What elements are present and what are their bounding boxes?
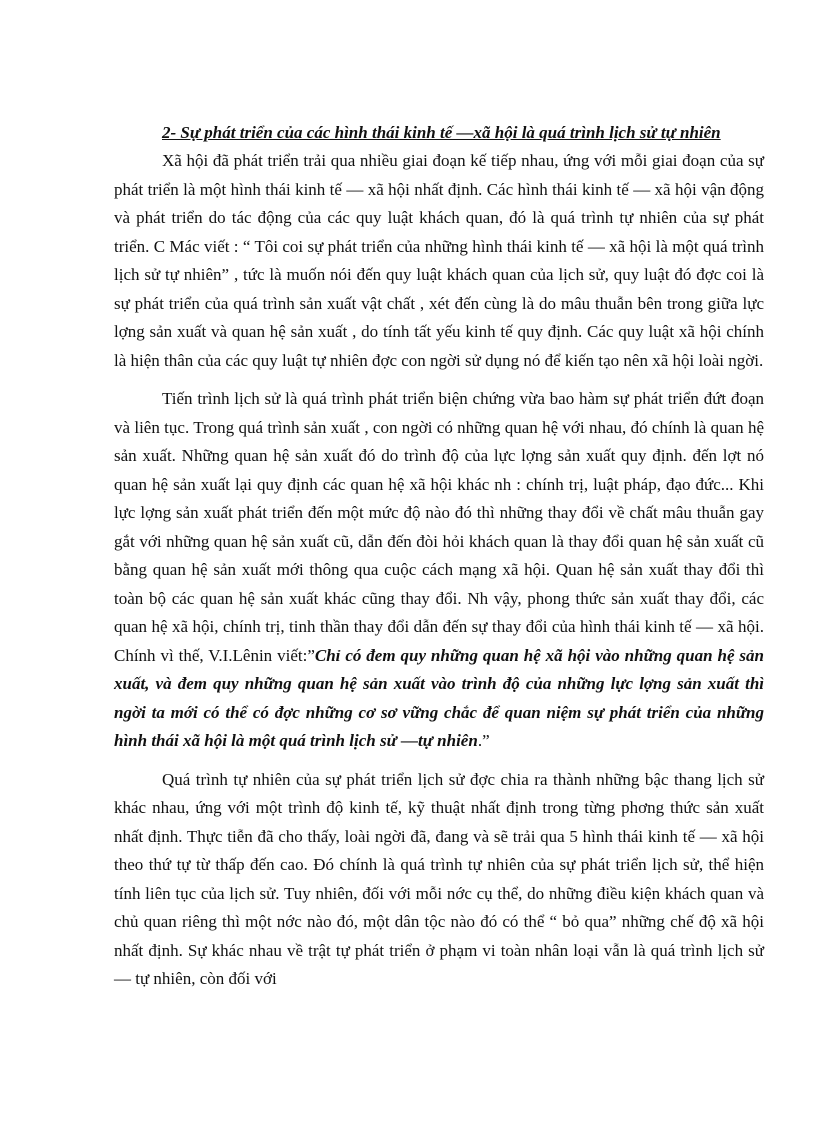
document-page	[114, 118, 764, 1004]
paragraph-2	[114, 385, 764, 756]
quote-closing-mark: .”	[477, 731, 490, 750]
paragraph-1: Xã hội đã phát triển trải qua nhiều giai đoạn kế tiếp nhau, ứng với mỗi giai đoạn của sự phát triển là một hình thái kinh tế — xã hội nhất định. Các hình thái kinh tế — xã hội vận động và phát triển do tác động của các quy luật khách quan, đó là quá trình tự nhiên của sự phát triển. C Mác viết : “ Tôi coi sự phát triển của những hình thái kinh tế — xã hội là một quá trình lịch sử tự nhiên” , tức là muốn nói đến quy luật khách quan của lịch sử, quy luật đó đợc coi là sự phát triển của quá trình sản xuất vật chất , xét đến cùng là do mâu thuẫn bên trong giữa lực lợng sản xuất và quan hệ sản xuất , do tính tất yếu kinh tế quy định. Các quy luật xã hội chính là hiện thân của các quy luật tự nhiên đợc con ngời sử dụng nó để kiến tạo nên xã hội loài ngời.	[114, 151, 764, 370]
lenin-quote: Chỉ có đem quy những quan hệ xã hội vào những quan hệ sản xuất, và đem quy những quan hệ sản xuất vào trình độ của những lực lợng sản xuất thì ngời ta mới có thể có đợc những cơ sơ vững chắc để quan niệm sự phát triển của những hình thái xã hội là một quá trình lịch sử —tự nhiên	[114, 645, 764, 750]
paragraph-2-text: Tiến trình lịch sử là quá trình phát triển biện chứng vừa bao hàm sự phát triển đứt đoạn và liên tục. Trong quá trình sản xuất , con ngời có những quan hệ với nhau, đó chính là quan hệ sản xuất. Những quan hệ sản xuất đó do trình độ của lực lợng sản xuất quy định. đến lợt nó quan hệ sản xuất lại quy định các quan hệ xã hội khác nh : chính trị, luật pháp, đạo đức... Khi lực lợng sản xuất phát triển đến một mức độ nào đó thì những thay đổi về chất mâu thuẫn gay gắt với những quan hệ sản xuất cũ, dẫn đến đòi hỏi khách quan là thay đổi quan hệ sản xuất cũ bằng quan hệ sản xuất mới thông qua cuộc cách mạng xã hội. Quan hệ sản xuất thay đổi thì toàn bộ các quan hệ sản xuất khác cũng thay đổi. Nh vậy, phong thức sản xuất thay đổi, các quan hệ xã hội, chính trị, tinh thần thay đổi dẫn đến sự thay đổi của hình thái kinh tế — xã hội. Chính vì thế, V.I.Lênin viết:”	[114, 389, 764, 665]
section-heading: 2- Sự phát triển của các hình thái kinh tế —xã hội là quá trình lịch sử tự nhiên	[162, 123, 721, 142]
paragraph-3: Quá trình tự nhiên của sự phát triển lịch sử đợc chia ra thành những bậc thang lịch sử khác nhau, ứng với một trình độ kinh tế, kỹ thuật nhất định trong từng phơng thức sản xuất nhất định. Thực tiễn đã cho thấy, loài ngời đã, đang và sẽ trải qua 5 hình thái kinh tế — xã hội theo thứ tự từ thấp đến cao. Đó chính là quá trình tự nhiên của sự phát triển lịch sử, thể hiện tính liên tục của lịch sử. Tuy nhiên, đối với mỗi nớc cụ thể, do những điều kiện khách quan và chủ quan riêng thì một nớc nào đó, một dân tộc nào đó có thể “ bỏ qua” những chế độ xã hội nhất định. Sự khác nhau về trật tự phát triển ở phạm vi toàn nhân loại vẫn là quá trình lịch sử — tự nhiên, còn đối với	[114, 769, 764, 988]
